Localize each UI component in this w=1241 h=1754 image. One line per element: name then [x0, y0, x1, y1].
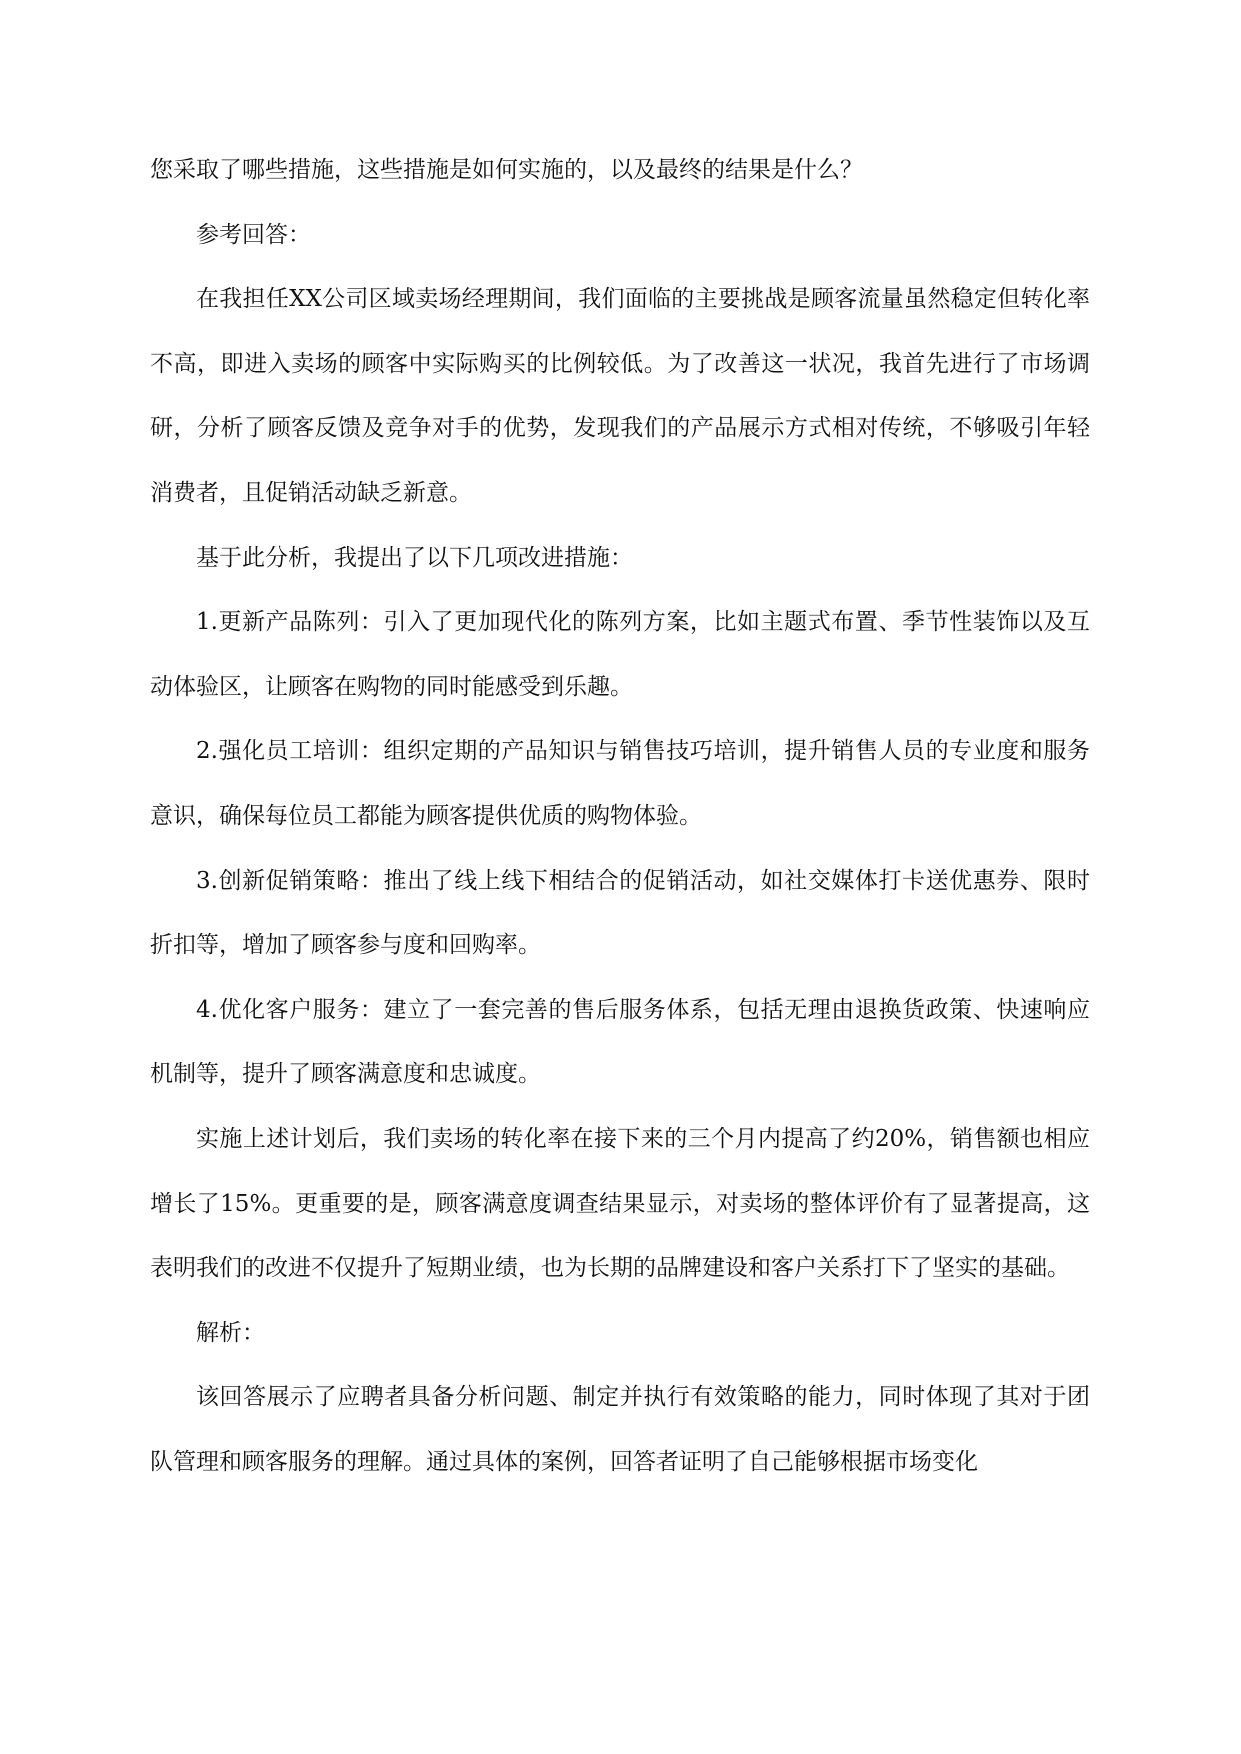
background-paragraph: 在我担任XX公司区域卖场经理期间，我们面临的主要挑战是顾客流量虽然稳定但转化率不高，即进入卖场的顾客中实际购买的比例较低。为了改善这一状况，我首先进行了市场调研，分析了顾客反馈及竞争对手的优势，发现我们的产品展示方式相对传统，不够吸引年轻消费者，且促销活动缺乏新意。	[150, 286, 1090, 506]
results-paragraph: 实施上述计划后，我们卖场的转化率在接下来的三个月内提高了约20%，销售额也相应增长了15%。更重要的是，顾客满意度调查结果显示，对卖场的整体评价有了显著提高，这表明我们的改进不仅提升了短期业绩，也为长期的品牌建设和客户关系打下了坚实的基础。	[150, 1125, 1090, 1282]
measure-item-2	[150, 719, 1090, 848]
measure-text: 更新产品陈列：引入了更加现代化的陈列方案，比如主题式布置、季节性装饰以及互动体验区，让顾客在购物的同时能感受到乐趣。	[150, 609, 1090, 700]
measure-text: 创新促销策略：推出了线上线下相结合的促销活动，如社交媒体打卡送优惠券、限时折扣等，增加了顾客参与度和回购率。	[150, 867, 1090, 959]
measures-intro-paragraph: 基于此分析，我提出了以下几项改进措施：	[196, 544, 633, 571]
measure-number: 2.	[196, 738, 218, 765]
measure-number: 3.	[196, 867, 218, 894]
measure-number: 4.	[196, 996, 218, 1023]
analysis-label: 解析：	[196, 1319, 265, 1346]
document-body	[150, 138, 1090, 1494]
measure-item-3	[150, 849, 1090, 978]
measure-text: 强化员工培训：组织定期的产品知识与销售技巧培训，提升销售人员的专业度和服务意识，确保每位员工都能为顾客提供优质的购物体验。	[150, 738, 1090, 829]
measure-item-1	[150, 590, 1090, 719]
reference-answer-label: 参考回答：	[196, 221, 311, 248]
measure-number: 1.	[196, 609, 218, 636]
analysis-paragraph: 该回答展示了应聘者具备分析问题、制定并执行有效策略的能力，同时体现了其对于团队管理和顾客服务的理解。通过具体的案例，回答者证明了自己能够根据市场变化	[150, 1384, 1090, 1475]
measure-item-4	[150, 978, 1090, 1107]
measure-text: 优化客户服务：建立了一套完善的售后服务体系，包括无理由退换货政策、快速响应机制等，提升了顾客满意度和忠诚度。	[150, 996, 1090, 1088]
question-continuation: 您采取了哪些措施，这些措施是如何实施的，以及最终的结果是什么？	[150, 157, 863, 183]
